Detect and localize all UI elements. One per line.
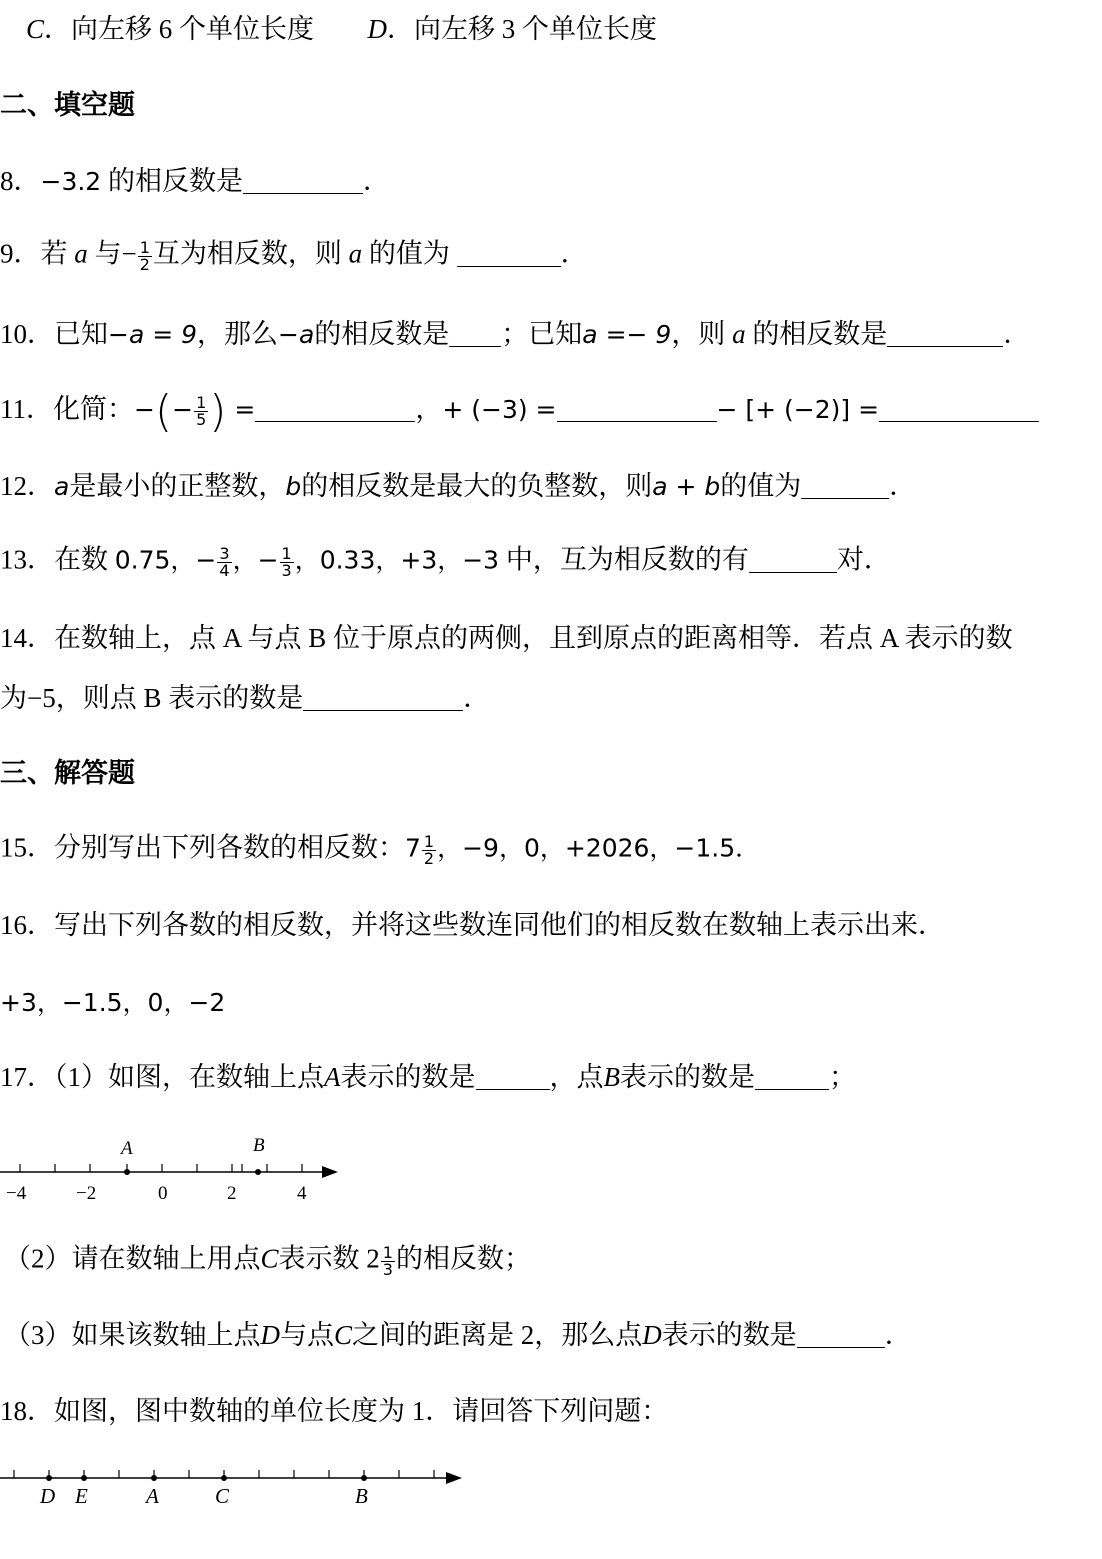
point-a-dot bbox=[124, 1169, 130, 1175]
q8-number: 8． bbox=[0, 166, 41, 196]
q9-var-a2: a bbox=[348, 238, 363, 269]
q11-number: 11．化简： bbox=[0, 394, 134, 424]
answer-blank[interactable] bbox=[255, 397, 415, 422]
q12-expr: a + b bbox=[652, 472, 721, 501]
q17-p1d: 表示的数是 bbox=[620, 1062, 755, 1092]
point-b-label: B bbox=[355, 1484, 368, 1508]
q17-point-a: A bbox=[324, 1062, 341, 1092]
q11-minus: − bbox=[134, 395, 155, 424]
q8-expr: −3.2 bbox=[40, 167, 102, 196]
question-18: 18．如图，图中数轴的单位长度为 1．请回答下列问题： bbox=[0, 1396, 669, 1426]
point-d-label: D bbox=[40, 1484, 56, 1508]
q11-paren-left: ( bbox=[154, 386, 173, 437]
q7-options bbox=[26, 16, 657, 43]
answer-blank[interactable] bbox=[801, 474, 889, 499]
question-17-part3 bbox=[4, 1322, 912, 1349]
point-a-label: A bbox=[146, 1484, 159, 1508]
q17-point-b: B bbox=[603, 1062, 620, 1092]
q12-t3: 的值为 bbox=[720, 471, 802, 501]
q17-p3d: 表示的数是 bbox=[661, 1320, 797, 1350]
q17-point-c2: C bbox=[334, 1320, 353, 1350]
q11-eq1: = bbox=[226, 395, 256, 424]
q17-point-d2: D bbox=[642, 1320, 662, 1350]
question-13 bbox=[0, 546, 891, 579]
q11-sep: ， bbox=[415, 394, 443, 424]
q13-fraction1: $\frac{3}{4}$ bbox=[219, 544, 230, 580]
point-d-dot bbox=[46, 1475, 52, 1481]
answer-blank[interactable] bbox=[243, 169, 363, 194]
q17-p2c: 的相反数； bbox=[395, 1243, 531, 1274]
answer-blank[interactable] bbox=[449, 322, 501, 347]
q10-number: 10．已知 bbox=[0, 319, 108, 349]
number-line-q17 bbox=[0, 1130, 350, 1205]
option-c-label: C bbox=[26, 14, 45, 44]
q17-p3b: 与点 bbox=[280, 1320, 334, 1350]
q17-p1a: 17．（1）如图，在数轴上点 bbox=[0, 1062, 324, 1092]
q15-whole: 7 bbox=[405, 833, 421, 863]
q17-point-c: C bbox=[260, 1243, 279, 1274]
q9-var-a: a bbox=[74, 238, 88, 269]
q9-number: 9．若 bbox=[0, 238, 75, 269]
q13-fraction2: $\frac{1}{3}$ bbox=[281, 544, 292, 580]
tick-label: 2 bbox=[227, 1183, 237, 1204]
q9-text: 互为相反数，则 bbox=[152, 238, 349, 269]
axis-arrow-icon bbox=[446, 1472, 462, 1484]
q9-end: ． bbox=[560, 238, 588, 269]
point-c-dot bbox=[221, 1475, 227, 1481]
q17-p2a: （2）请在数轴上用点 bbox=[4, 1243, 261, 1274]
point-c-label: C bbox=[215, 1484, 230, 1508]
question-8 bbox=[0, 168, 390, 195]
q10-t2: 的相反数是 bbox=[314, 319, 450, 349]
question-14-line1: 14．在数轴上，点 A 与点 B 位于原点的两侧，且到原点的距离相等．若点 A 表示的数 bbox=[0, 623, 1013, 653]
answer-blank[interactable] bbox=[879, 397, 1039, 422]
q10-expr3: a =− 9 bbox=[582, 320, 672, 349]
number-line-q18 bbox=[0, 1460, 480, 1510]
answer-blank[interactable] bbox=[476, 1065, 550, 1090]
q11-expr2: + (−3) = bbox=[442, 395, 557, 424]
q12-t1: 是最小的正整数， bbox=[69, 471, 286, 501]
q9-fraction: $\frac{1}{2}$ bbox=[139, 238, 150, 274]
answer-blank[interactable] bbox=[887, 322, 1003, 347]
q10-end: ． bbox=[1003, 319, 1031, 349]
q11-paren-right: ) bbox=[209, 386, 227, 437]
point-a-dot bbox=[151, 1475, 157, 1481]
q13-values3: ，0.33，+3，−3 bbox=[294, 545, 500, 575]
point-b-dot bbox=[361, 1475, 367, 1481]
question-10 bbox=[0, 321, 1030, 348]
option-d-text: ．向左移 3 个单位长度 bbox=[387, 14, 658, 44]
q10-t4: ，则 bbox=[671, 319, 733, 349]
q12-var-a: a bbox=[54, 472, 70, 501]
point-b-label: B bbox=[253, 1135, 265, 1156]
q10-expr1: −a = 9 bbox=[108, 320, 198, 349]
q17-p2b: 表示数 2 bbox=[278, 1243, 380, 1274]
q13-values2: ，− bbox=[232, 545, 279, 575]
question-17-part2 bbox=[4, 1245, 531, 1278]
question-16-values: +3，−1.5，0，−2 bbox=[0, 988, 226, 1017]
answer-blank[interactable] bbox=[797, 1323, 885, 1348]
answer-blank[interactable] bbox=[755, 1065, 829, 1090]
q8-end: ． bbox=[362, 166, 390, 196]
question-15 bbox=[0, 834, 760, 867]
q13-end: 对． bbox=[836, 544, 891, 575]
q11-minus2: − bbox=[172, 395, 194, 424]
option-d-label: D bbox=[367, 14, 388, 44]
answer-blank[interactable] bbox=[457, 242, 561, 267]
q9-text3: 的值为 bbox=[362, 238, 457, 269]
q9-mid: 与− bbox=[87, 238, 137, 269]
answer-blank[interactable] bbox=[557, 397, 717, 422]
q13-values1: 0.75，− bbox=[114, 545, 217, 575]
question-14-line2 bbox=[0, 685, 490, 712]
tick-label: −4 bbox=[6, 1183, 27, 1204]
q17-point-d: D bbox=[260, 1320, 280, 1350]
q17-p1b: 表示的数是 bbox=[340, 1062, 476, 1092]
q15-text: 15．分别写出下列各数的相反数： bbox=[0, 832, 405, 863]
q14-end: ． bbox=[463, 683, 491, 713]
q15-values: ，−9，0，+2026，−1.5． bbox=[437, 833, 761, 863]
question-9 bbox=[0, 240, 588, 273]
option-c-text: ．向左移 6 个单位长度 bbox=[44, 14, 315, 44]
q17-p3a: （3）如果该数轴上点 bbox=[4, 1320, 261, 1350]
q10-var-a: a bbox=[732, 319, 746, 349]
q10-expr2: −a bbox=[278, 320, 315, 349]
answer-blank[interactable] bbox=[749, 548, 837, 573]
q10-t5: 的相反数是 bbox=[745, 319, 888, 349]
tick-label: 4 bbox=[297, 1183, 307, 1204]
section-heading-solve: 三、解答题 bbox=[0, 758, 135, 789]
q11-fraction: $\frac{1}{5}$ bbox=[196, 393, 207, 430]
q12-t2: 的相反数是最大的负整数，则 bbox=[301, 471, 653, 501]
q17-p1e: ； bbox=[829, 1062, 856, 1092]
q17-p3c: 之间的距离是 2，那么点 bbox=[352, 1320, 643, 1350]
tick-label: 0 bbox=[158, 1183, 168, 1204]
q12-var-b: b bbox=[285, 472, 302, 501]
question-17-part1 bbox=[0, 1064, 856, 1091]
tick-label: −2 bbox=[76, 1183, 97, 1204]
q17-end: ． bbox=[884, 1320, 912, 1350]
question-11 bbox=[0, 386, 1039, 437]
q15-fraction: $\frac{1}{2}$ bbox=[423, 832, 435, 868]
q12-end: ． bbox=[889, 471, 917, 501]
q13-number: 13．在数 bbox=[0, 544, 115, 575]
answer-blank[interactable] bbox=[303, 686, 463, 711]
question-12 bbox=[0, 473, 916, 500]
axis-arrow-icon bbox=[322, 1166, 338, 1178]
q12-number: 12． bbox=[0, 471, 54, 501]
q11-expr3: − [+ (−2)] = bbox=[716, 395, 880, 424]
q13-text: 中，互为相反数的有 bbox=[499, 544, 749, 575]
point-b-dot bbox=[255, 1169, 261, 1175]
question-16: 16．写出下列各数的相反数，并将这些数连同他们的相反数在数轴上表示出来． bbox=[0, 910, 945, 940]
q10-t1: ，那么 bbox=[197, 319, 279, 349]
q14-line2-text: 为−5，则点 B 表示的数是 bbox=[0, 683, 304, 713]
q17-fraction: $\frac{1}{3}$ bbox=[382, 1243, 393, 1279]
point-a-label: A bbox=[121, 1138, 133, 1159]
q10-t3: ；已知 bbox=[501, 319, 583, 349]
point-e-dot bbox=[81, 1475, 87, 1481]
q17-p1c: ，点 bbox=[549, 1062, 604, 1092]
section-heading-fill-in: 二、填空题 bbox=[0, 90, 135, 121]
point-e-label: E bbox=[75, 1484, 88, 1508]
q8-text: 的相反数是 bbox=[101, 166, 243, 196]
